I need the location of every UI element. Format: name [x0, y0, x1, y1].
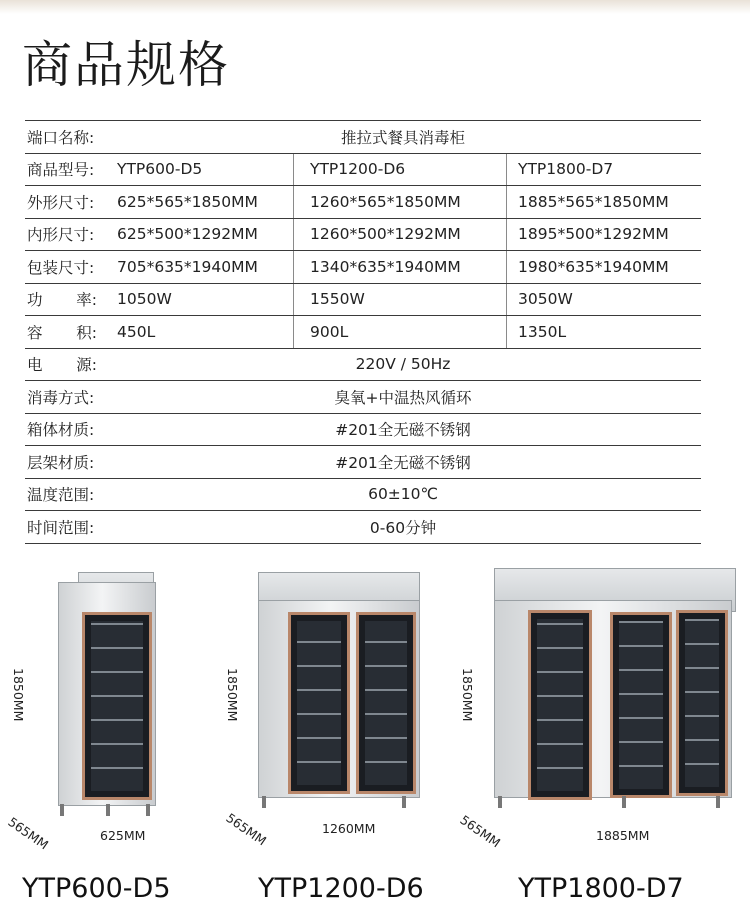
width-dimension: 1260MM [322, 821, 376, 836]
row-value: #201全无磁不锈钢 [335, 453, 471, 472]
column-divider [293, 316, 294, 348]
column-divider [506, 154, 507, 186]
spec-row [25, 511, 701, 544]
row-label-part: 容 [27, 323, 43, 342]
row-label-part: 电 [27, 356, 43, 375]
spec-row [25, 186, 701, 219]
cabinet-door [676, 610, 728, 796]
spec-row [25, 121, 701, 154]
top-strip [0, 0, 750, 14]
column-divider [293, 186, 294, 218]
spec-row [25, 154, 701, 187]
row-value: 705*635*1940MM [117, 257, 258, 276]
row-value: 1550W [310, 290, 365, 309]
row-label [27, 316, 127, 348]
row-label: 消毒方式: [27, 388, 95, 407]
row-label-part: 率: [76, 291, 97, 310]
depth-dimension: 565MM [223, 810, 270, 849]
row-value: 1260*565*1850MM [310, 192, 461, 211]
row-label-part: 功 [27, 291, 43, 310]
row-value: 625*565*1850MM [117, 192, 258, 211]
model-label: YTP1800-D7 [518, 873, 684, 904]
width-dimension: 625MM [100, 828, 146, 843]
column-divider [506, 186, 507, 218]
spec-row [25, 381, 701, 414]
spec-row [25, 219, 701, 252]
row-value: 1895*500*1292MM [518, 225, 669, 244]
column-divider [506, 284, 507, 316]
row-value: #201全无磁不锈钢 [335, 421, 471, 440]
row-value: 推拉式餐具消毒柜 [340, 128, 465, 147]
spec-row [25, 284, 701, 317]
column-divider [506, 251, 507, 283]
column-divider [293, 219, 294, 251]
spec-row [25, 446, 701, 479]
row-value: YTP1200-D6 [310, 160, 406, 179]
cabinet-door [610, 612, 672, 798]
cabinet-door [82, 612, 152, 800]
spec-row [25, 414, 701, 447]
model-label: YTP1200-D6 [258, 873, 424, 904]
row-value: 1340*635*1940MM [310, 257, 461, 276]
row-value: 1350L [518, 322, 567, 341]
cabinet-door [528, 610, 592, 800]
cabinet-door [356, 612, 416, 794]
row-value: 0-60分钟 [369, 518, 437, 537]
depth-dimension: 565MM [5, 814, 52, 853]
row-label: 端口名称: [27, 128, 95, 147]
row-label: 包装尺寸: [27, 258, 95, 277]
row-value: 1050W [117, 290, 172, 309]
height-dimension: 1850MM [11, 668, 26, 722]
row-label-part: 积: [76, 323, 97, 342]
spec-row [25, 316, 701, 349]
height-dimension: 1850MM [225, 668, 240, 722]
height-dimension: 1850MM [460, 668, 475, 722]
model-label: YTP600-D5 [22, 873, 171, 904]
row-label: 时间范围: [27, 518, 95, 537]
column-divider [293, 251, 294, 283]
spec-row [25, 479, 701, 512]
row-label: 箱体材质: [27, 421, 95, 440]
row-label: 层架材质: [27, 453, 95, 472]
row-value: 臭氧+中温热风循环 [334, 388, 472, 407]
row-value: 900L [310, 322, 349, 341]
depth-dimension: 565MM [457, 812, 504, 851]
cabinet-door [288, 612, 350, 794]
row-value: YTP600-D5 [117, 160, 203, 179]
width-dimension: 1885MM [596, 828, 650, 843]
row-label: 内形尺寸: [27, 226, 95, 245]
row-value: YTP1800-D7 [518, 160, 614, 179]
row-value: 3050W [518, 290, 573, 309]
page-title: 商品规格 [22, 36, 230, 94]
column-divider [293, 284, 294, 316]
spec-row [25, 251, 701, 284]
spec-table [25, 120, 701, 544]
row-value: 1260*500*1292MM [310, 225, 461, 244]
row-value: 60±10℃ [368, 485, 438, 504]
row-label: 温度范围: [27, 486, 95, 505]
row-label-part: 源: [76, 356, 97, 375]
row-label: 商品型号: [27, 161, 95, 180]
row-value: 1885*565*1850MM [518, 192, 669, 211]
row-value: 1980*635*1940MM [518, 257, 669, 276]
column-divider [506, 316, 507, 348]
row-label: 外形尺寸: [27, 193, 95, 212]
column-divider [506, 219, 507, 251]
row-value: 625*500*1292MM [117, 225, 258, 244]
row-value: 450L [117, 322, 156, 341]
column-divider [293, 154, 294, 186]
row-value: 220V / 50Hz [355, 355, 451, 374]
row-label [27, 284, 127, 316]
product-illustrations [0, 560, 750, 914]
spec-row [25, 349, 701, 382]
